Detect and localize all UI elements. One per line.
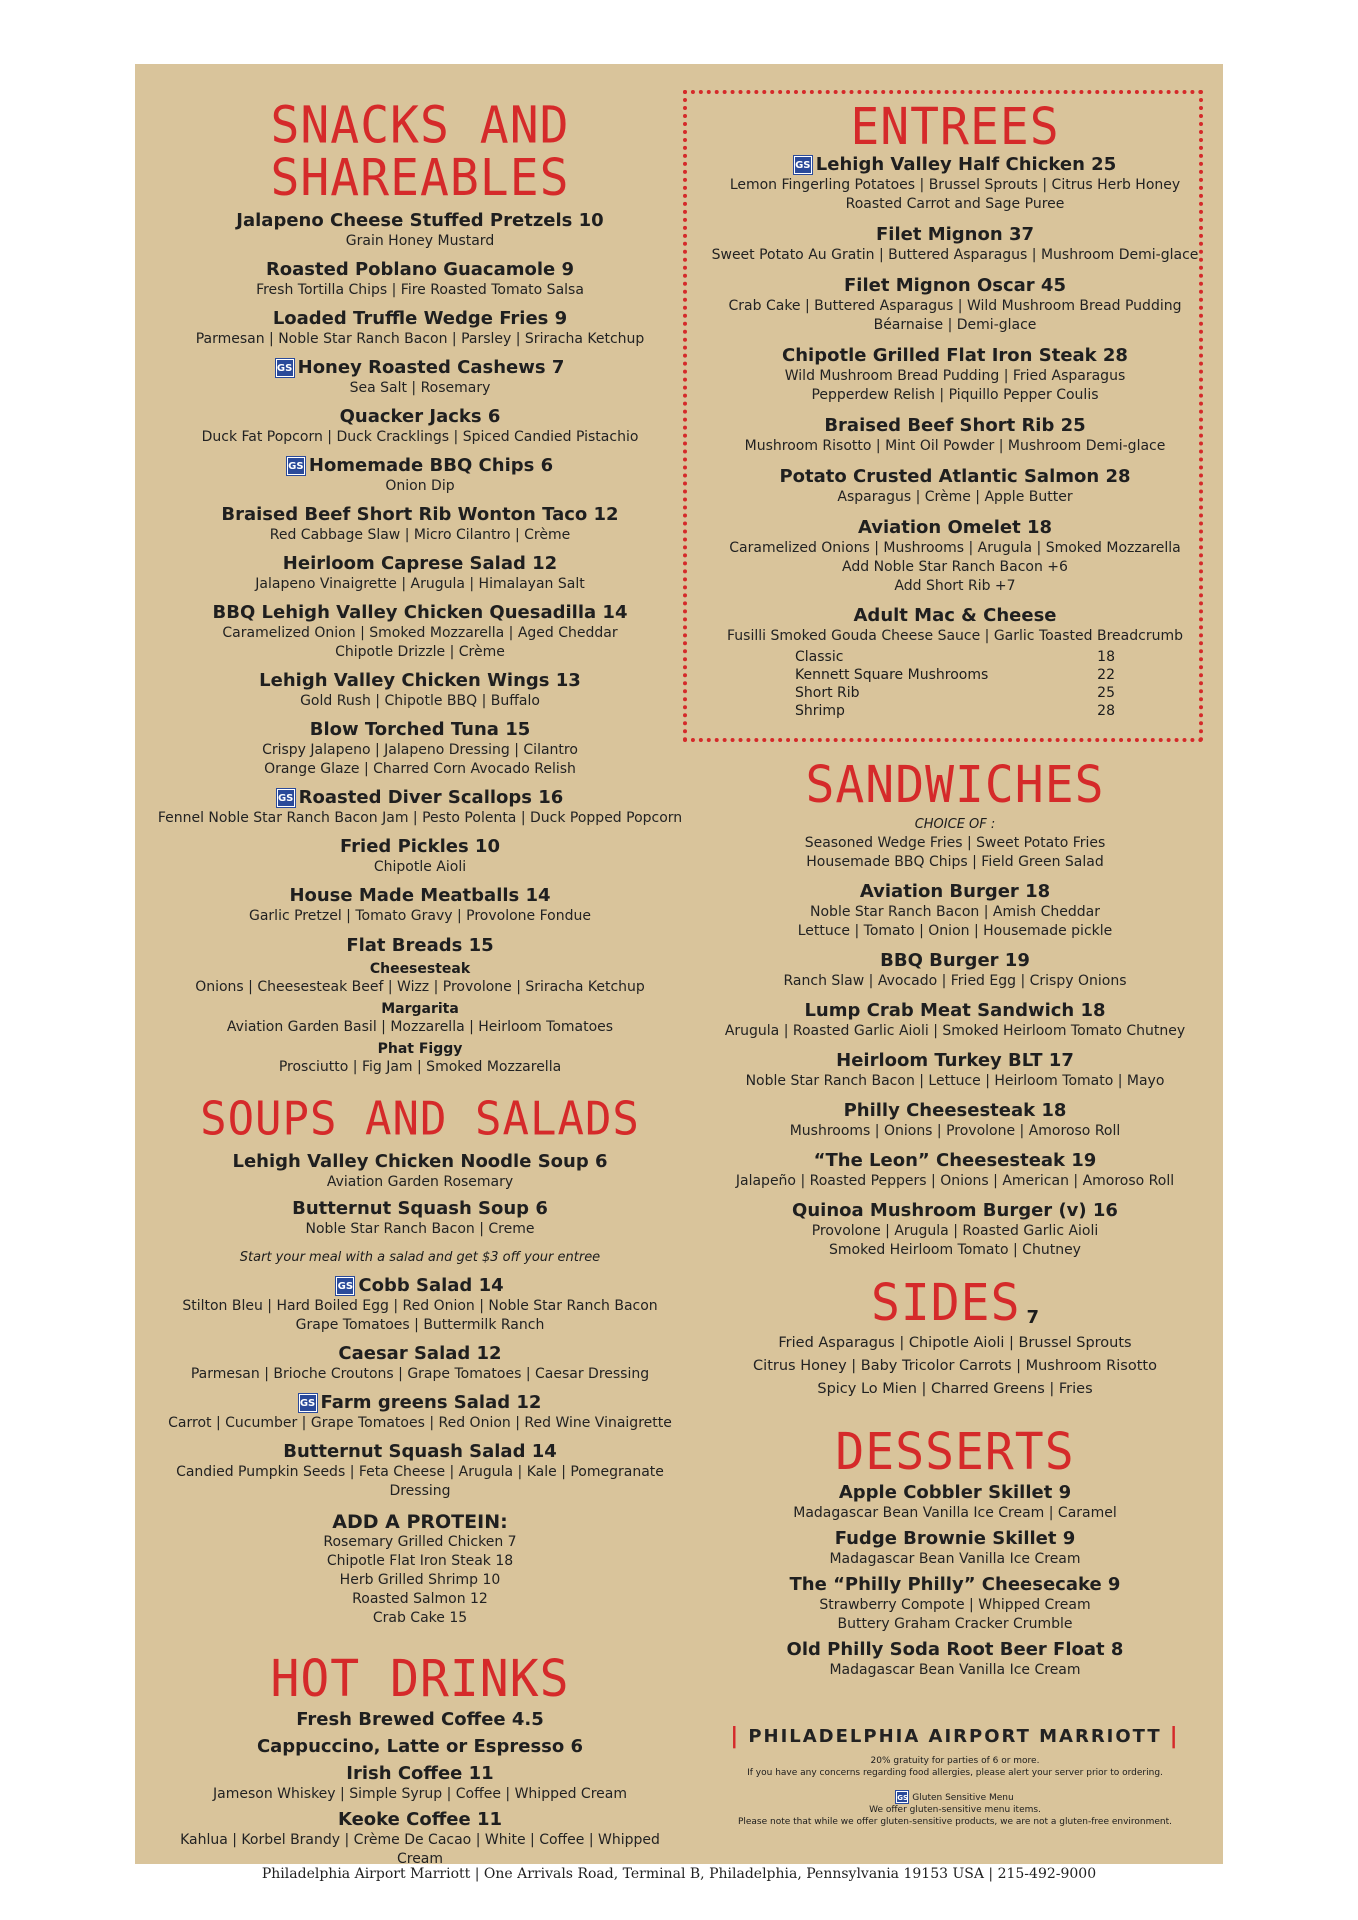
menu-item [155, 504, 685, 545]
flatbread-name: Cheesesteak [369, 961, 471, 977]
item-name [695, 1100, 1215, 1122]
menu-item [155, 1198, 685, 1239]
menu-item [155, 1392, 685, 1433]
salad-note: Start your meal with a salad and get $3 off your entree [239, 1250, 601, 1265]
sides-list [695, 1332, 1215, 1401]
item-title: Filet Mignon Oscar 45 [844, 275, 1066, 296]
mac-item [695, 605, 1215, 720]
menu-item [155, 357, 685, 398]
item-name [155, 455, 685, 477]
item-desc: Garlic Pretzel | Tomato Gravy | Provolone Fondue [249, 908, 591, 924]
mac-option-label: Classic [795, 649, 844, 665]
menu-item [155, 670, 685, 711]
menu-item [695, 466, 1215, 507]
item-desc: Carrot | Cucumber | Grape Tomatoes | Red Onion | Red Wine Vinaigrette [168, 1415, 672, 1431]
menu-item [155, 308, 685, 349]
item-name [155, 357, 685, 379]
item-desc: Lettuce | Tomato | Onion | Housemade pickle [797, 923, 1113, 939]
item-desc: Jalapeño | Roasted Peppers | Onions | American | Amoroso Roll [735, 1173, 1175, 1189]
item-title: Butternut Squash Soup 6 [292, 1198, 548, 1219]
flatbread-desc: Onions | Cheesesteak Beef | Wizz | Provolone | Sriracha Ketchup [195, 979, 645, 995]
item-name [155, 1198, 685, 1220]
item-name [155, 1709, 685, 1731]
item-title: Potato Crusted Atlantic Salmon 28 [779, 466, 1131, 487]
item-desc: Lemon Fingerling Potatoes | Brussel Sprouts | Citrus Herb Honey [729, 177, 1181, 193]
item-desc: Provolone | Arugula | Roasted Garlic Aioli [811, 1223, 1099, 1239]
hot-drinks-title: HOT DRINKS [270, 1649, 570, 1709]
snacks-title-line1: SNACKS AND [270, 96, 570, 156]
gs-legend [695, 1791, 1215, 1804]
item-desc: Noble Star Ranch Bacon | Lettuce | Heirloom Tomato | Mayo [745, 1073, 1165, 1089]
item-name [695, 1482, 1215, 1504]
sides-title: SIDES [870, 1273, 1021, 1333]
item-desc: Béarnaise | Demi-glace [873, 317, 1037, 333]
protein-block [155, 1511, 685, 1628]
item-title: Blow Torched Tuna 15 [309, 719, 531, 740]
sandwiches-list [695, 881, 1215, 1260]
sides-line: Citrus Honey | Baby Tricolor Carrots | Mushroom Risotto [753, 1358, 1157, 1374]
item-name [155, 259, 685, 281]
menu-item [695, 1100, 1215, 1141]
gluten-sensitive-icon: GS [276, 359, 294, 377]
item-name [695, 1050, 1215, 1072]
item-desc: Grape Tomatoes | Buttermilk Ranch [295, 1317, 545, 1333]
menu-item [155, 406, 685, 447]
gluten-sensitive-icon: GS [794, 156, 812, 174]
item-name [155, 885, 685, 907]
item-name [155, 1151, 685, 1173]
item-desc: Smoked Heirloom Tomato | Chutney [829, 1242, 1081, 1258]
menu-item [695, 1150, 1215, 1191]
flatbread-name: Phat Figgy [377, 1041, 463, 1057]
sandwich-choice-line1: Seasoned Wedge Fries | Sweet Potato Fries [804, 835, 1106, 851]
item-desc: Jalapeno Vinaigrette | Arugula | Himalayan Salt [255, 576, 585, 592]
item-title: Apple Cobbler Skillet 9 [838, 1482, 1072, 1503]
item-desc: Red Cabbage Slaw | Micro Cilantro | Crème [269, 527, 571, 543]
item-name [695, 1528, 1215, 1550]
item-title: Irish Coffee 11 [346, 1763, 494, 1784]
item-name [155, 308, 685, 330]
item-title: Fudge Brownie Skillet 9 [834, 1528, 1076, 1549]
item-name: Adult Mac & Cheese [853, 605, 1057, 626]
flatbread-name: Margarita [381, 1001, 459, 1017]
menu-item [695, 1639, 1215, 1680]
desserts-list [695, 1482, 1215, 1680]
item-desc: Parmesan | Noble Star Ranch Bacon | Parsley | Sriracha Ketchup [195, 331, 645, 347]
item-desc: Stilton Bleu | Hard Boiled Egg | Red Onion | Noble Star Ranch Bacon [182, 1298, 658, 1314]
sides-heading [695, 1273, 1215, 1333]
soups-list [155, 1151, 685, 1239]
menu-item [695, 224, 1215, 265]
menu-item [155, 602, 685, 662]
item-name [155, 1441, 685, 1463]
item-title: Filet Mignon 37 [876, 224, 1034, 245]
item-title: Aviation Burger 18 [859, 881, 1051, 902]
item-desc: Caramelized Onions | Mushrooms | Arugula | Smoked Mozzarella [729, 540, 1181, 556]
item-title: Lehigh Valley Half Chicken 25 [815, 154, 1117, 175]
item-desc: Arugula | Roasted Garlic Aioli | Smoked Heirloom Tomato Chutney [724, 1023, 1186, 1039]
item-desc: Candied Pumpkin Seeds | Feta Cheese | Arugula | Kale | Pomegranate Dressing [176, 1464, 664, 1499]
item-desc: Fresh Tortilla Chips | Fire Roasted Tomato Salsa [256, 282, 584, 298]
item-desc: Pepperdew Relish | Piquillo Pepper Coulis [811, 387, 1099, 403]
item-title: Lump Crab Meat Sandwich 18 [804, 1000, 1106, 1021]
item-desc: Crispy Jalapeno | Jalapeno Dressing | Cilantro [262, 742, 578, 758]
item-desc: Noble Star Ranch Bacon | Amish Cheddar [810, 904, 1100, 920]
mac-option-row [795, 702, 1115, 720]
brand-name: PHILADELPHIA AIRPORT MARRIOTT [748, 1726, 1162, 1747]
item-desc: Jameson Whiskey | Simple Syrup | Coffee | Whipped Cream [213, 1786, 627, 1802]
sandwich-choice-line2: Housemade BBQ Chips | Field Green Salad [806, 854, 1104, 870]
item-desc: Orange Glaze | Charred Corn Avocado Relish [264, 761, 576, 777]
item-title: Roasted Poblano Guacamole 9 [265, 259, 575, 280]
sides-price: 7 [1026, 1307, 1040, 1328]
item-title: Heirloom Turkey BLT 17 [836, 1050, 1074, 1071]
item-name [155, 719, 685, 741]
entrees-list [695, 154, 1215, 596]
item-title: Old Philly Soda Root Beer Float 8 [786, 1639, 1124, 1660]
item-title: Aviation Omelet 18 [857, 517, 1053, 538]
item-desc: Fusilli Smoked Gouda Cheese Sauce | Garlic Toasted Breadcrumb [727, 628, 1183, 644]
item-name [155, 504, 685, 526]
menu-item [695, 1528, 1215, 1569]
item-name [155, 1736, 685, 1758]
item-name: Flat Breads 15 [346, 935, 494, 956]
item-name [155, 1275, 685, 1297]
item-title: Lehigh Valley Chicken Noodle Soup 6 [232, 1151, 608, 1172]
item-name [695, 1639, 1215, 1661]
protein-option: Rosemary Grilled Chicken 7 [323, 1534, 517, 1550]
menu-item [155, 455, 685, 496]
item-name [155, 1763, 685, 1785]
item-name [695, 517, 1215, 539]
gluten-sensitive-icon: GS [336, 1277, 354, 1295]
menu-item [155, 259, 685, 300]
menu-item [155, 1441, 685, 1501]
item-title: Lehigh Valley Chicken Wings 13 [259, 670, 581, 691]
item-desc: Mushroom Risotto | Mint Oil Powder | Mushroom Demi-glace [744, 438, 1166, 454]
item-title: Jalapeno Cheese Stuffed Pretzels 10 [236, 210, 604, 231]
item-desc: Madagascar Bean Vanilla Ice Cream [829, 1662, 1081, 1678]
item-desc: Sweet Potato Au Gratin | Buttered Asparagus | Mushroom Demi-glace [711, 247, 1199, 263]
flatbread-desc: Aviation Garden Basil | Mozzarella | Heirloom Tomatoes [226, 1019, 614, 1035]
item-name [155, 210, 685, 232]
item-desc: Onion Dip [385, 478, 455, 494]
snacks-list [155, 210, 685, 926]
item-desc: Gold Rush | Chipotle BBQ | Buffalo [300, 693, 540, 709]
mac-option-price: 25 [1097, 685, 1115, 701]
item-desc: Add Noble Star Ranch Bacon +6 [842, 559, 1068, 575]
item-title: Keoke Coffee 11 [337, 1809, 503, 1830]
menu-item [155, 1343, 685, 1384]
item-desc: Asparagus | Crème | Apple Butter [837, 489, 1073, 505]
gluten-sensitive-icon: GS [299, 1394, 317, 1412]
item-name [155, 670, 685, 692]
menu-item [695, 154, 1215, 214]
item-desc: Wild Mushroom Bread Pudding | Fried Asparagus [784, 368, 1126, 384]
item-desc: Parmesan | Brioche Croutons | Grape Tomatoes | Caesar Dressing [190, 1366, 650, 1382]
item-title: Fried Pickles 10 [340, 836, 500, 857]
item-desc: Kahlua | Korbel Brandy | Crème De Cacao | White | Coffee | Whipped Cream [180, 1832, 660, 1867]
item-desc: Add Short Rib +7 [894, 578, 1016, 594]
divider-bar: | [730, 1724, 741, 1749]
item-title: Fresh Brewed Coffee 4.5 [296, 1709, 544, 1730]
item-title: BBQ Burger 19 [880, 950, 1030, 971]
menu-item [695, 950, 1215, 991]
item-name [155, 787, 685, 809]
gs-line2: We offer gluten-sensitive menu items. [869, 1805, 1041, 1815]
menu-item [155, 836, 685, 877]
flatbreads-options [155, 961, 685, 1077]
item-name [155, 406, 685, 428]
protein-title: ADD A PROTEIN: [332, 1511, 508, 1533]
mac-options [795, 648, 1115, 720]
menu-item [695, 1000, 1215, 1041]
item-title: Caesar Salad 12 [338, 1343, 502, 1364]
sides-line: Spicy Lo Mien | Charred Greens | Fries [817, 1381, 1093, 1397]
menu-item [695, 275, 1215, 335]
address-line: Philadelphia Airport Marriott | One Arrivals Road, Terminal B, Philadelphia, Pennsylvania 19153 USA | 215-492-9000 [261, 1866, 1097, 1882]
desserts-title: DESSERTS [835, 1422, 1075, 1482]
item-title: Heirloom Caprese Salad 12 [282, 553, 558, 574]
item-title: Homemade BBQ Chips 6 [308, 455, 554, 476]
item-name [695, 1000, 1215, 1022]
item-name [155, 1392, 685, 1414]
gluten-sensitive-icon: GS [277, 789, 295, 807]
menu-item [155, 1709, 685, 1731]
soups-title: SOUPS AND SALADS [200, 1092, 640, 1147]
mac-option-price: 18 [1097, 649, 1115, 665]
item-desc: Duck Fat Popcorn | Duck Cracklings | Spiced Candied Pistachio [201, 429, 639, 445]
gluten-sensitive-icon: GS [896, 1791, 908, 1803]
item-title: Quacker Jacks 6 [339, 406, 501, 427]
mac-option-row [795, 648, 1115, 666]
menu-item [695, 1050, 1215, 1091]
item-desc: Crab Cake | Buttered Asparagus | Wild Mushroom Bread Pudding [728, 298, 1182, 314]
menu-item [155, 553, 685, 594]
item-title: Braised Beef Short Rib 25 [824, 415, 1086, 436]
menu-item [155, 719, 685, 779]
sides-line: Fried Asparagus | Chipotle Aioli | Brussel Sprouts [778, 1335, 1132, 1351]
item-desc: Buttery Graham Cracker Crumble [837, 1616, 1073, 1632]
item-desc: Caramelized Onion | Smoked Mozzarella | Aged Cheddar [222, 625, 618, 641]
mac-option-label: Kennett Square Mushrooms [795, 667, 989, 683]
sandwiches-title: SANDWICHES [805, 755, 1105, 815]
menu-card [135, 64, 1223, 1867]
mac-option-label: Shrimp [795, 703, 845, 719]
item-name [695, 345, 1215, 367]
item-title: “The Leon” Cheesesteak 19 [813, 1150, 1097, 1171]
mac-option-price: 28 [1097, 703, 1115, 719]
flatbread-desc: Prosciutto | Fig Jam | Smoked Mozzarella [278, 1059, 562, 1075]
item-name [155, 553, 685, 575]
mac-option-price: 22 [1097, 667, 1115, 683]
item-title: House Made Meatballs 14 [289, 885, 551, 906]
item-title: BBQ Lehigh Valley Chicken Quesadilla 14 [212, 602, 628, 623]
menu-item [695, 415, 1215, 456]
item-desc: Strawberry Compote | Whipped Cream [819, 1597, 1091, 1613]
mac-option-row [795, 666, 1115, 684]
item-desc: Fennel Noble Star Ranch Bacon Jam | Pesto Polenta | Duck Popped Popcorn [157, 810, 683, 826]
protein-option: Crab Cake 15 [372, 1610, 468, 1626]
item-name [695, 415, 1215, 437]
item-title: Loaded Truffle Wedge Fries 9 [272, 308, 568, 329]
item-title: Honey Roasted Cashews 7 [297, 357, 565, 378]
snacks-title-line2: SHAREABLES [270, 148, 570, 208]
menu-item [695, 1200, 1215, 1260]
menu-item [155, 210, 685, 251]
item-desc: Roasted Carrot and Sage Puree [845, 196, 1065, 212]
menu-item [155, 1809, 685, 1869]
item-desc: Mushrooms | Onions | Provolone | Amoroso Roll [789, 1123, 1121, 1139]
item-title: Roasted Diver Scallops 16 [298, 787, 564, 808]
flatbreads-item [155, 935, 685, 1077]
divider-bar: | [1169, 1724, 1180, 1749]
item-name [695, 154, 1215, 176]
item-name [155, 1809, 685, 1831]
item-name [695, 1150, 1215, 1172]
protein-option: Herb Grilled Shrimp 10 [339, 1572, 501, 1588]
item-title: Cappuccino, Latte or Espresso 6 [256, 1736, 584, 1757]
menu-item [155, 1275, 685, 1335]
gluten-sensitive-icon: GS [287, 457, 305, 475]
item-name [695, 275, 1215, 297]
item-name [155, 1343, 685, 1365]
item-name [155, 602, 685, 624]
item-desc: Aviation Garden Rosemary [326, 1174, 514, 1190]
protein-list [155, 1533, 685, 1628]
gs-label: Gluten Sensitive Menu [912, 1793, 1014, 1803]
item-title: The “Philly Philly” Cheesecake 9 [789, 1574, 1121, 1595]
item-desc: Noble Star Ranch Bacon | Creme [305, 1221, 535, 1237]
menu-item [155, 787, 685, 828]
item-title: Butternut Squash Salad 14 [283, 1441, 557, 1462]
menu-item [695, 1482, 1215, 1523]
item-desc: Madagascar Bean Vanilla Ice Cream [829, 1551, 1081, 1567]
item-title: Farm greens Salad 12 [320, 1392, 542, 1413]
menu-item [695, 881, 1215, 941]
item-name [695, 881, 1215, 903]
menu-item [695, 1574, 1215, 1634]
salads-list [155, 1275, 685, 1501]
menu-item [695, 517, 1215, 596]
gratuity-note: 20% gratuity for parties of 6 or more. [870, 1756, 1040, 1766]
hot-drinks-list [155, 1709, 685, 1869]
allergy-note: If you have any concerns regarding food allergies, please alert your server prior to ordering. [747, 1768, 1163, 1778]
menu-item [695, 345, 1215, 405]
item-desc: Ranch Slaw | Avocado | Fried Egg | Crispy Onions [783, 973, 1127, 989]
menu-item [155, 1763, 685, 1804]
item-title: Chipotle Grilled Flat Iron Steak 28 [782, 345, 1128, 366]
item-desc: Grain Honey Mustard [345, 233, 495, 249]
item-desc: Madagascar Bean Vanilla Ice Cream | Caramel [793, 1505, 1117, 1521]
item-desc: Sea Salt | Rosemary [349, 380, 491, 396]
protein-option: Chipotle Flat Iron Steak 18 [326, 1553, 514, 1569]
item-name [695, 1200, 1215, 1222]
item-title: Cobb Salad 14 [358, 1275, 504, 1296]
item-desc: Chipotle Drizzle | Crème [335, 644, 505, 660]
mac-option-row [795, 684, 1115, 702]
snacks-title [155, 96, 685, 208]
item-title: Philly Cheesesteak 18 [843, 1100, 1067, 1121]
mac-option-label: Short Rib [795, 685, 860, 701]
menu-item [155, 885, 685, 926]
left-column [155, 96, 685, 1869]
item-name [155, 836, 685, 858]
right-column [695, 97, 1215, 1828]
item-title: Braised Beef Short Rib Wonton Taco 12 [221, 504, 619, 525]
menu-item [155, 1151, 685, 1192]
item-desc: Chipotle Aioli [373, 859, 467, 875]
gs-line3: Please note that while we offer gluten-sensitive products, we are not a gluten-free environment. [737, 1817, 1173, 1827]
item-name [695, 466, 1215, 488]
sandwich-choice-label: CHOICE OF : [914, 817, 996, 832]
protein-option: Roasted Salmon 12 [352, 1591, 488, 1607]
menu-item [155, 1736, 685, 1758]
item-name [695, 950, 1215, 972]
footer-brand [695, 1724, 1215, 1749]
entrees-title: ENTREES [850, 97, 1060, 157]
item-name [695, 224, 1215, 246]
item-title: Quinoa Mushroom Burger (v) 16 [792, 1200, 1118, 1221]
item-name [695, 1574, 1215, 1596]
